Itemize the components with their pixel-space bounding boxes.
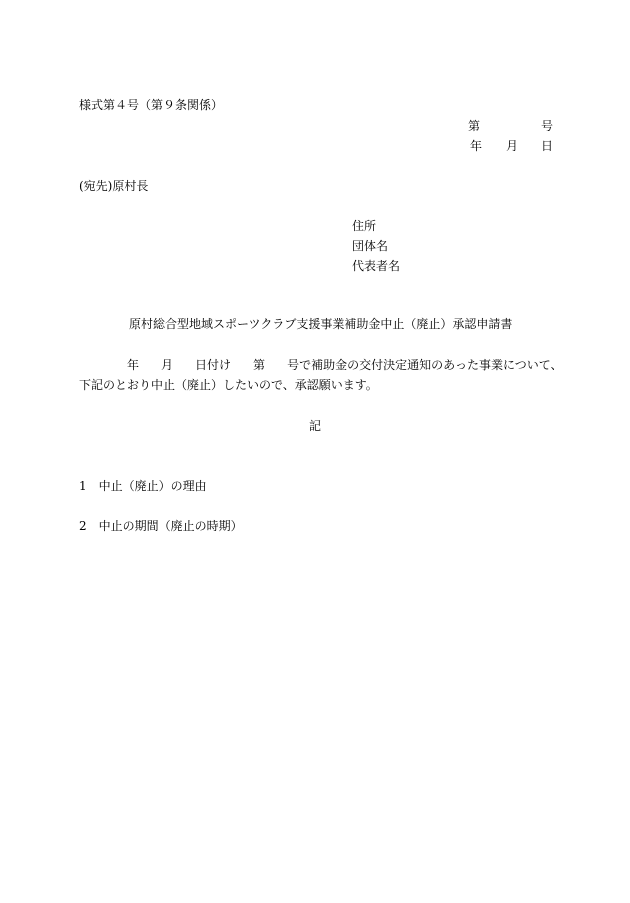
item-text: 中止の期間（廃止の時期） bbox=[98, 519, 243, 533]
document-title: 原村総合型地域スポーツクラブ支援事業補助金中止（廃止）承認申請書 bbox=[129, 317, 513, 331]
list-item bbox=[79, 478, 207, 494]
body-number-prefix: 第 bbox=[253, 358, 266, 372]
addressee: (宛先)原村長 bbox=[79, 179, 149, 193]
item-number: 2 bbox=[79, 519, 87, 533]
form-number: 様式第４号（第９条関係） bbox=[79, 98, 224, 112]
date-month-label: 月 bbox=[506, 139, 519, 153]
applicant-address-label: 住所 bbox=[352, 219, 377, 233]
note-heading: 記 bbox=[309, 419, 322, 433]
applicant-organization-label: 団体名 bbox=[352, 239, 389, 253]
body-year-label: 年 bbox=[127, 358, 140, 372]
date-year-label: 年 bbox=[470, 139, 483, 153]
body-month-label: 月 bbox=[161, 358, 174, 372]
body-dated-label: 日付け bbox=[195, 358, 232, 372]
body-line-1-rest: 号で補助金の交付決定通知のあった事業について、 bbox=[287, 358, 563, 372]
body-line-1 bbox=[79, 357, 562, 373]
date-day-label: 日 bbox=[541, 139, 554, 153]
list-item bbox=[79, 518, 243, 534]
document-number-prefix: 第 bbox=[468, 119, 481, 133]
applicant-representative-label: 代表者名 bbox=[352, 259, 401, 273]
item-number: 1 bbox=[79, 479, 87, 493]
document-number-suffix: 号 bbox=[541, 119, 554, 133]
body-line-2: 下記のとおり中止（廃止）したいので、承認願います。 bbox=[79, 378, 378, 392]
item-text: 中止（廃止）の理由 bbox=[98, 479, 207, 493]
